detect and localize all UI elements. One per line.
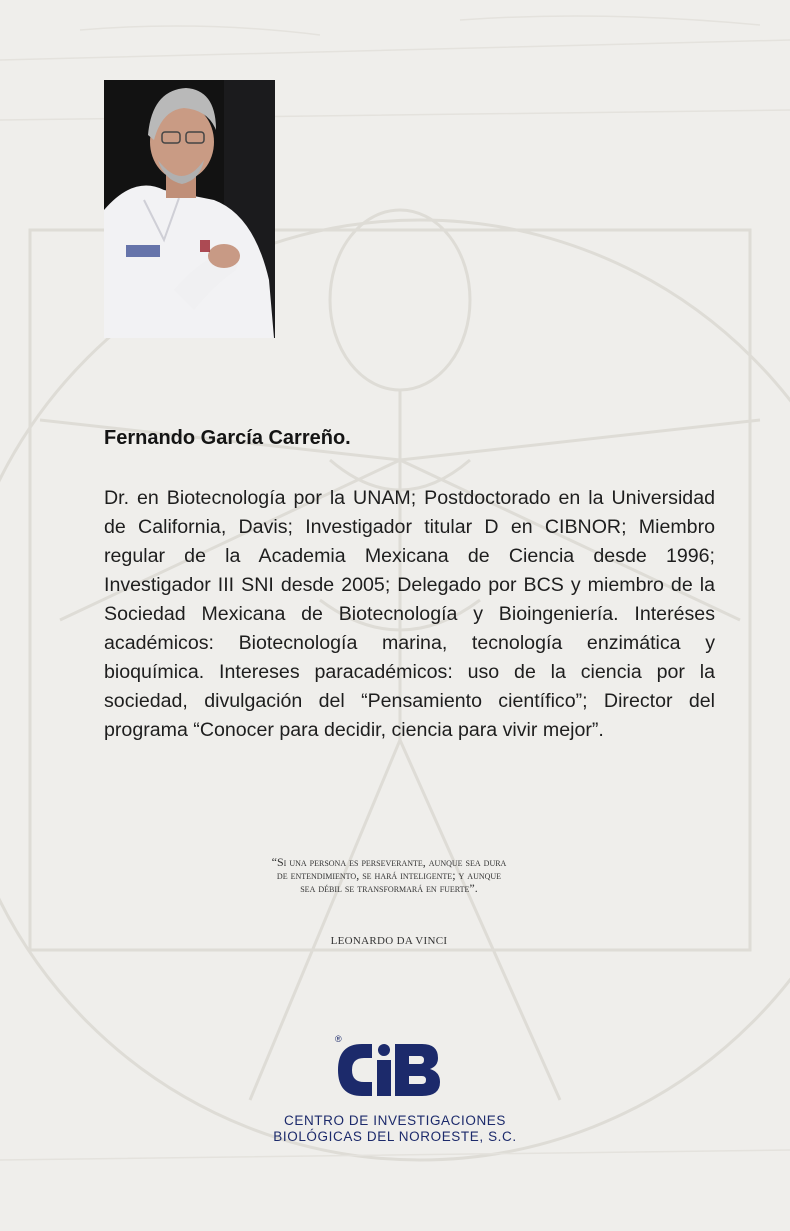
author-bio: Dr. en Biotecnología por la UNAM; Postdoctorado en la Universidad de California, Davis; Investigador titular D en CIBNOR; Miembro regular de la Academia Mexicana de Ciencia desde 1996; Investigador III SNI desde 2005; Delegado por BCS y miembro de la Sociedad Mexicana de Biotecnología y Bioingeniería. Interéses académicos: Biotecnología marina, tecnología enzimática y bioquímica. Intereses paracadémicos: uso de la ciencia por la sociedad, divulgación del “Pensamiento científico”; Director del programa “Conocer para decidir, ciencia para vivir mejor”. (104, 487, 715, 741)
cib-logo (332, 1036, 444, 1100)
org-name-line-2: BIOLÓGICAS DEL NOROESTE, S.C. (273, 1129, 517, 1144)
quote-text: “Si una persona es perseverante, aunque sea dura de entendimiento, se hará inteligente; y aunque sea débil se transformará en fuerte”. (271, 855, 507, 895)
quote-author: LEONARDO DA VINCI (330, 935, 448, 947)
author-photo (104, 80, 275, 338)
registered-mark: ® (335, 1034, 342, 1044)
author-name: Fernando García Carreño. (104, 427, 351, 449)
org-name-line-1: CENTRO DE INVESTIGACIONES (283, 1113, 507, 1128)
